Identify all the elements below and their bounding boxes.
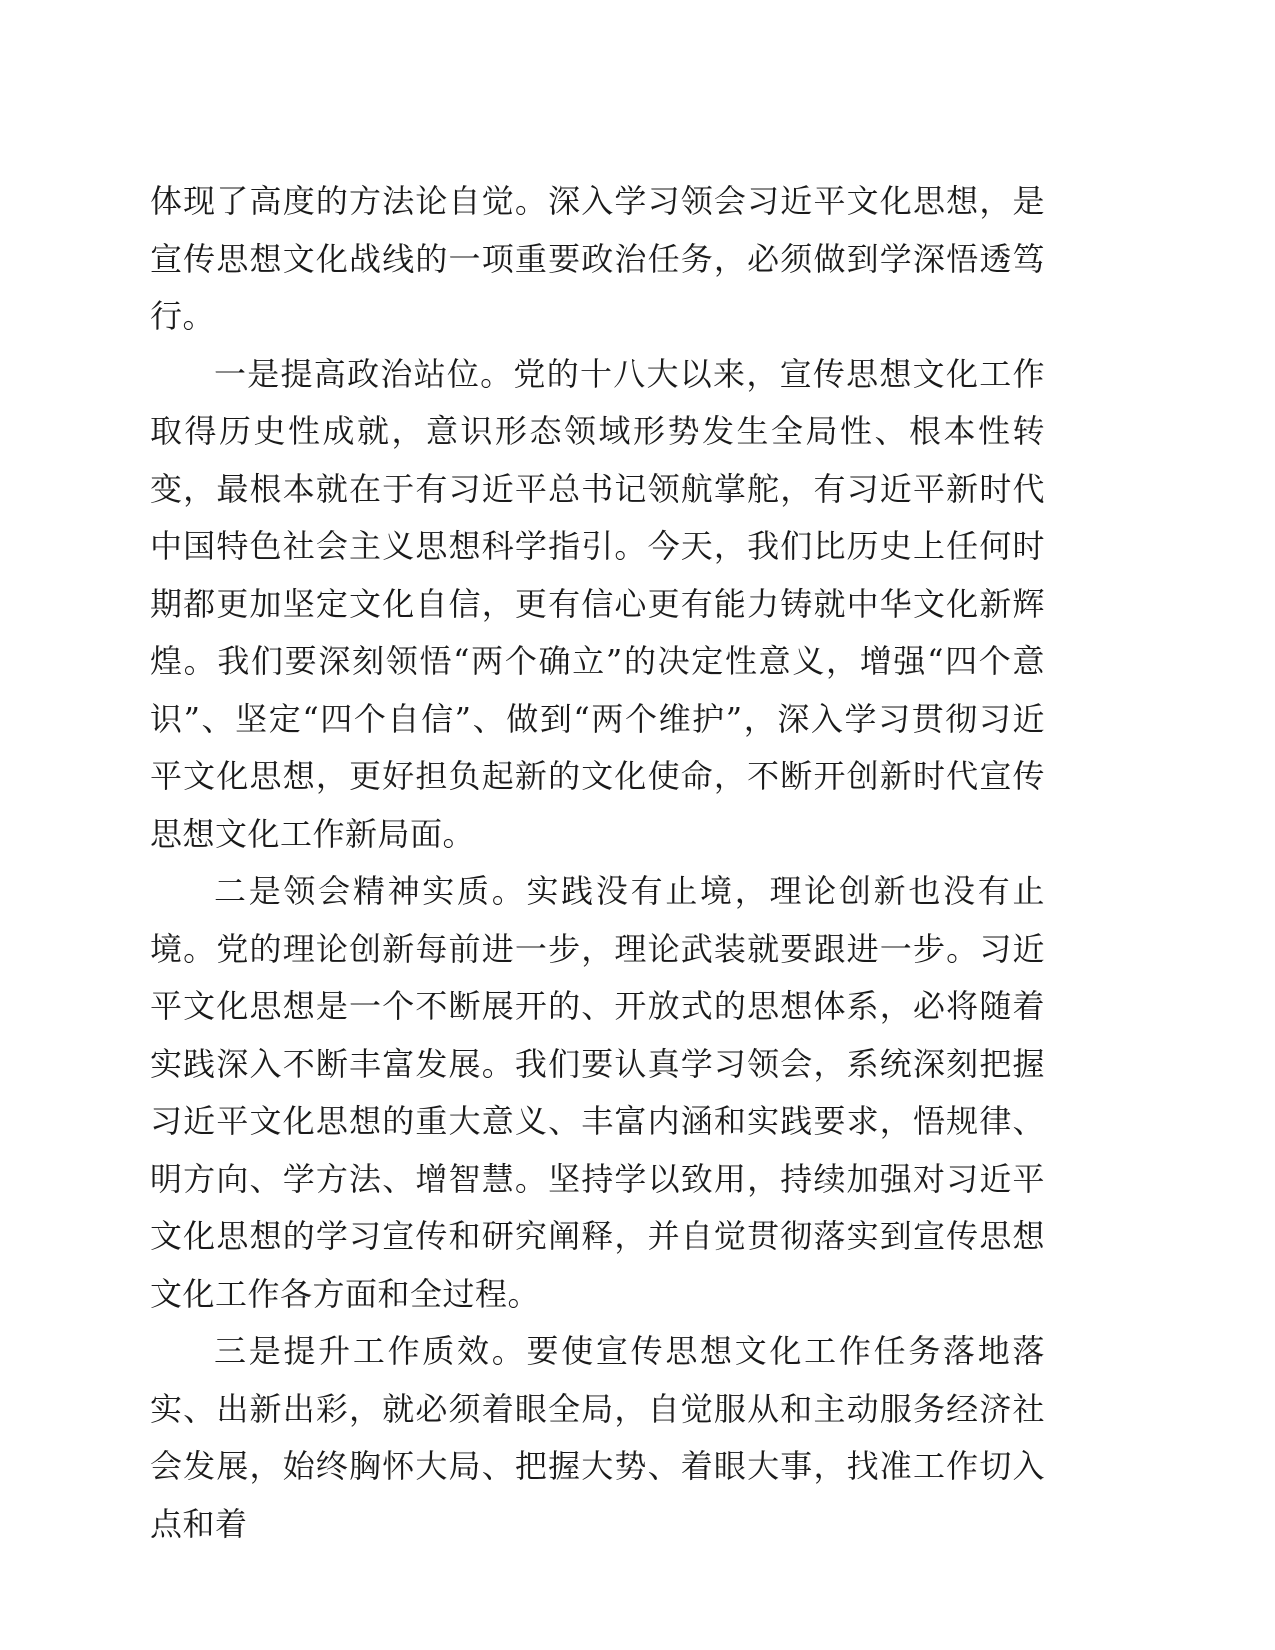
document-body (150, 173, 1045, 1553)
paragraph-intro-continuation: 体现了高度的方法论自觉。深入学习领会习近平文化思想，是宣传思想文化战线的一项重要政治任务，必须做到学深悟透笃行。 (150, 182, 1045, 335)
paragraph-point-two: 二是领会精神实质。实践没有止境，理论创新也没有止境。党的理论创新每前进一步，理论武装就要跟进一步。习近平文化思想是一个不断展开的、开放式的思想体系，必将随着实践深入不断丰富发展。我们要认真学习领会，系统深刻把握习近平文化思想的重大意义、丰富内涵和实践要求，悟规律、明方向、学方法、增智慧。坚持学以致用，持续加强对习近平文化思想的学习宣传和研究阐释，并自觉贯彻落实到宣传思想文化工作各方面和全过程。 (150, 872, 1045, 1313)
paragraph-point-three: 三是提升工作质效。要使宣传思想文化工作任务落地落实、出新出彩，就必须着眼全局，自觉服从和主动服务经济社会发展，始终胸怀大局、把握大势、着眼大事，找准工作切入点和着 (150, 1332, 1045, 1543)
paragraph-point-one: 一是提高政治站位。党的十八大以来，宣传思想文化工作取得历史性成就，意识形态领域形势发生全局性、根本性转变，最根本就在于有习近平总书记领航掌舵，有习近平新时代中国特色社会主义思想科学指引。今天，我们比历史上任何时期都更加坚定文化自信，更有信心更有能力铸就中华文化新辉煌。我们要深刻领悟“两个确立”的决定性意义，增强“四个意识”、坚定“四个自信”、做到“两个维护”，深入学习贯彻习近平文化思想，更好担负起新的文化使命，不断开创新时代宣传思想文化工作新局面。 (150, 354, 1045, 853)
